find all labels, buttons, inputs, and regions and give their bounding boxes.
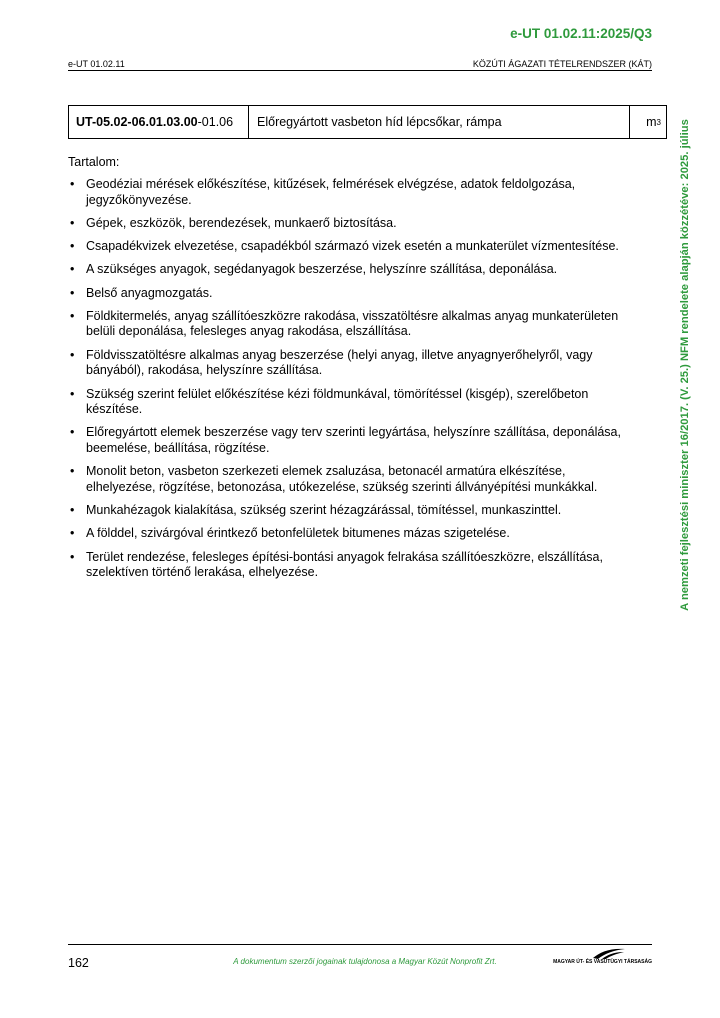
item-code-cell	[69, 106, 249, 138]
list-item	[68, 262, 628, 278]
logo-swoosh-icon	[592, 946, 626, 960]
list-item	[68, 464, 628, 495]
list-item-text: Csapadékvizek elvezetése, csapadékból származó vizek esetén a munkaterület vízmentesítése.	[86, 239, 619, 254]
list-item-text: A szükséges anyagok, segédanyagok beszerzése, helyszínre szállítása, deponálása.	[86, 262, 558, 277]
bullet-icon: •	[70, 502, 75, 517]
item-code-suffix: -01.06	[197, 115, 234, 129]
item-code-bold: UT-05.02-06.01.03.00	[76, 115, 198, 129]
list-item	[68, 425, 628, 456]
bullet-icon: •	[70, 347, 75, 362]
list-item	[68, 526, 628, 542]
bullet-icon: •	[70, 239, 75, 254]
list-item-text: Előregyártott elemek beszerzése vagy terv szerinti legyártása, helyszínre szállítása, deponálása, beemelése, beállítása, rögzítése.	[86, 425, 621, 455]
item-table	[68, 105, 667, 139]
unit-base: m	[646, 115, 657, 129]
page-number: 162	[68, 956, 89, 970]
list-item-text: Gépek, eszközök, berendezések, munkaerő biztosítása.	[86, 215, 397, 230]
bullet-icon: •	[70, 285, 75, 300]
logo-text: MAGYAR ÚT- ÉS VASÚTÜGYI TÁRSASÁG	[553, 959, 652, 965]
unit-exponent: 3	[656, 117, 661, 127]
list-item	[68, 309, 628, 340]
list-item-text: Munkahézagok kialakítása, szükség szerint hézagzárással, tömítéssel, munkaszinttel.	[86, 502, 562, 517]
list-item	[68, 550, 628, 581]
list-item-text: Szükség szerint felület előkészítése kézi földmunkával, tömörítéssel (kisgép), szerelőbeton készítése.	[86, 386, 589, 417]
header-left-label: e-UT 01.02.11	[68, 59, 125, 69]
list-item	[68, 216, 628, 232]
item-unit-cell	[630, 106, 666, 138]
logo	[553, 946, 652, 968]
bullet-icon: •	[70, 215, 75, 230]
content-title: Tartalom:	[68, 155, 120, 169]
list-item	[68, 239, 628, 255]
header-rule	[68, 70, 652, 71]
document-code: e-UT 01.02.11:2025/Q3	[510, 26, 652, 41]
bullet-icon: •	[70, 425, 75, 440]
list-item-text: Monolit beton, vasbeton szerkezeti elemek zsaluzása, betonacél armatúra elkészítése, elhelyezése, rögzítése, betonozása, utókezelése, szükség szerinti állványépítési munkákkal.	[86, 464, 598, 494]
list-item-text: Földvisszatöltésre alkalmas anyag beszerzése (helyi anyag, illetve anyagnyerőhelyről, vagy bányából), rakodása, helyszínre szállítása.	[86, 347, 593, 378]
list-item-text: Földkitermelés, anyag szállítóeszközre rakodása, visszatöltésre alkalmas anyag munkaterületen belüli deponálása, felesleges anyag rakodása, elszállítása.	[86, 308, 619, 339]
content-list	[68, 177, 628, 588]
bullet-icon: •	[70, 526, 75, 541]
list-item	[68, 348, 628, 379]
bullet-icon: •	[70, 308, 75, 323]
bullet-icon: •	[70, 262, 75, 277]
bullet-icon: •	[70, 386, 75, 401]
side-note: A nemzeti fejlesztési miniszter 16/2017. (V. 25.) NFM rendelete alapján közzétéve: 2025. július	[679, 119, 691, 611]
bullet-icon: •	[70, 549, 75, 564]
list-item-text: Geodéziai mérések előkészítése, kitűzések, felmérések elvégzése, adatok feldolgozása, jegyzőkönyvezése.	[86, 177, 576, 207]
list-item-text: Belső anyagmozgatás.	[86, 285, 213, 300]
item-name-cell: Előregyártott vasbeton híd lépcsőkar, rámpa	[249, 106, 630, 138]
list-item	[68, 286, 628, 302]
bullet-icon: •	[70, 464, 75, 479]
header-right-label: KÖZÚTI ÁGAZATI TÉTELRENDSZER (KÁT)	[472, 59, 652, 69]
list-item-text: A földdel, szivárgóval érintkező betonfelületek bitumenes mázas szigetelése.	[86, 526, 510, 541]
list-item	[68, 503, 628, 519]
footer-rule	[68, 944, 652, 945]
list-item	[68, 387, 628, 418]
copyright-note: A dokumentum szerzői jogainak tulajdonosa a Magyar Közút Nonprofit Zrt.	[233, 957, 497, 966]
bullet-icon: •	[70, 177, 75, 191]
list-item	[68, 177, 628, 208]
list-item-text: Terület rendezése, felesleges építési-bontási anyagok felrakása szállítóeszközre, elszállítása, szelektíven történő lerakása, elhelyezése.	[86, 549, 603, 580]
